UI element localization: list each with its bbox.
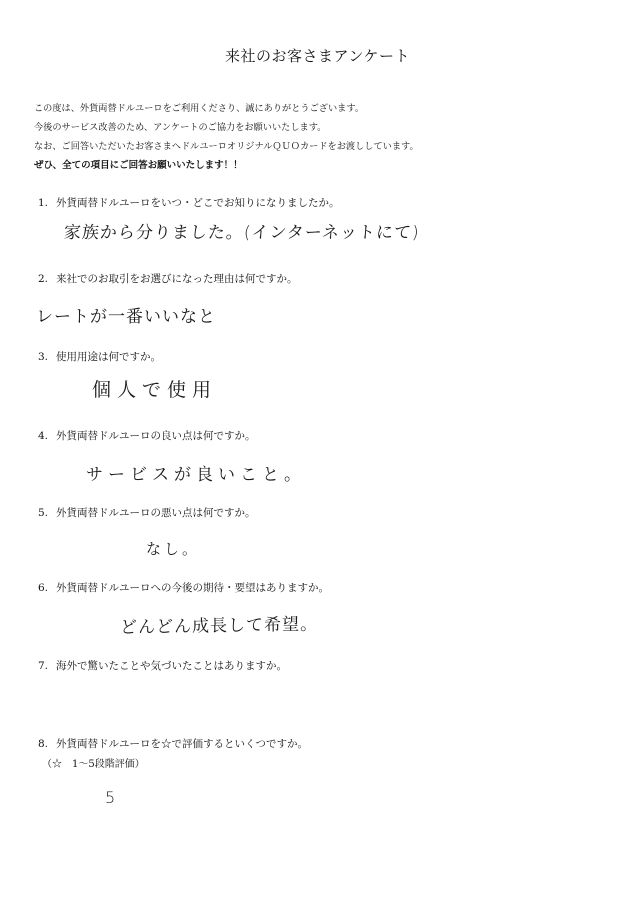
- intro-line-2: 今後のサービス改善のため、アンケートのご協力をお願いいたします。: [34, 122, 327, 133]
- intro-line-3: なお、ご回答いただいたお客さまへドルユーロオリジナルＱＵＯカードをお渡ししています。: [34, 141, 419, 152]
- question-7: [38, 658, 287, 673]
- question-text: 外貨両替ドルユーロをいつ・どこでお知りになりましたか。: [56, 197, 340, 209]
- question-number: 1.: [38, 197, 49, 209]
- question-number: 6.: [38, 582, 49, 594]
- question-text: 外貨両替ドルユーロの悪い点は何ですか。: [56, 507, 256, 519]
- answer-8-handwritten: 5: [105, 788, 116, 807]
- answer-2-handwritten: レートが一番いいなと: [36, 307, 216, 327]
- question-1: [38, 195, 340, 210]
- question-number: 8.: [38, 738, 49, 750]
- intro-line-4: ぜひ、全ての項目にご回答お願いいたします！！: [34, 160, 243, 171]
- answer-4-handwritten: サービスが良いこと。: [86, 465, 306, 485]
- question-number: 4.: [38, 430, 49, 442]
- answer-1-handwritten: 家族から分りました。(インターネットにて): [63, 223, 421, 243]
- answer-3-handwritten: 個人で使用: [92, 379, 218, 401]
- question-4: [38, 428, 256, 443]
- question-text: 外貨両替ドルユーロを☆で評価するといくつですか。: [56, 738, 308, 750]
- question-number: 2.: [38, 273, 49, 285]
- question-3: [38, 349, 161, 364]
- question-2: [38, 271, 298, 286]
- question-number: 3.: [38, 351, 49, 363]
- question-8: [38, 736, 308, 751]
- question-number: 5.: [38, 507, 49, 519]
- question-text: 外貨両替ドルユーロへの今後の期待・要望はありますか。: [56, 582, 329, 594]
- answer-6-handwritten: どんどん成長して希望。: [119, 614, 319, 638]
- question-text: 来社でのお取引をお選びになった理由は何ですか。: [56, 273, 298, 285]
- question-5: [38, 505, 256, 520]
- intro-text: [34, 99, 614, 175]
- question-text: 外貨両替ドルユーロの良い点は何ですか。: [56, 430, 256, 442]
- question-6: [38, 580, 329, 595]
- question-number: 7.: [38, 660, 49, 672]
- page-title: 来社のお客さまアンケート: [224, 47, 411, 65]
- question-text: 使用用途は何ですか。: [56, 351, 161, 363]
- question-text: 海外で驚いたことや気づいたことはありますか。: [56, 660, 287, 672]
- rating-scale-note: （☆ 1～5段階評価）: [42, 759, 145, 770]
- answer-5-handwritten: なし。: [146, 540, 201, 558]
- intro-line-1: この度は、外貨両替ドルユーロをご利用くださり、誠にありがとうございます。: [34, 103, 365, 114]
